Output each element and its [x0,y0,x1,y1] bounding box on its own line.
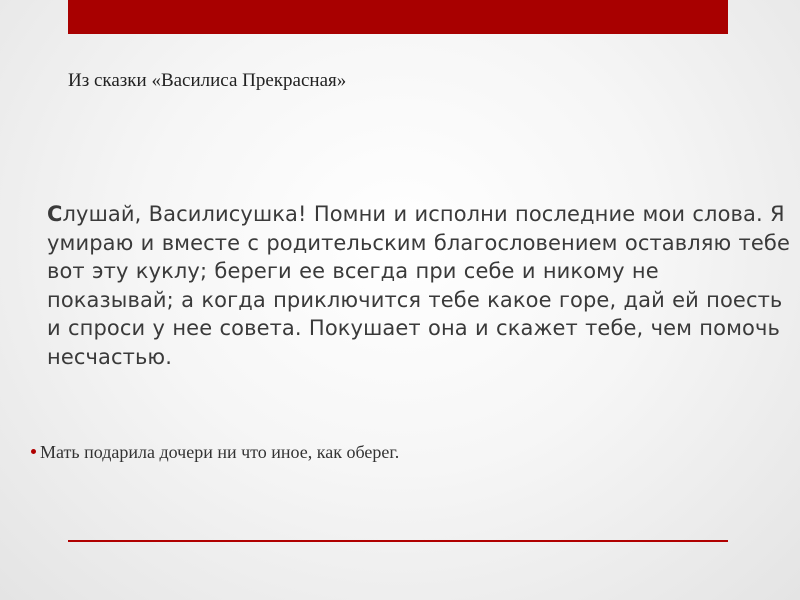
bottom-divider [68,540,728,542]
bullet-item [31,442,399,463]
bullet-dot-icon [31,449,36,454]
bullet-text: Мать подарила дочери ни что иное, как оберег. [40,442,400,462]
quote-first-letter: С [47,202,63,226]
quote-paragraph [47,200,792,372]
slide-title: Из сказки «Василиса Прекрасная» [68,70,347,91]
quote-text: лушай, Василисушка! Помни и исполни последние мои слова. Я умираю и вместе с родительским благословением оставляю тебе вот эту куклу; береги ее всегда при себе и никому не показывай; а когда приключится тебе какое горе, дай ей поесть и спроси у нее совета. Покушает она и скажет тебе, чем помочь несчастью. [47,202,790,369]
top-accent-bar [68,0,728,34]
